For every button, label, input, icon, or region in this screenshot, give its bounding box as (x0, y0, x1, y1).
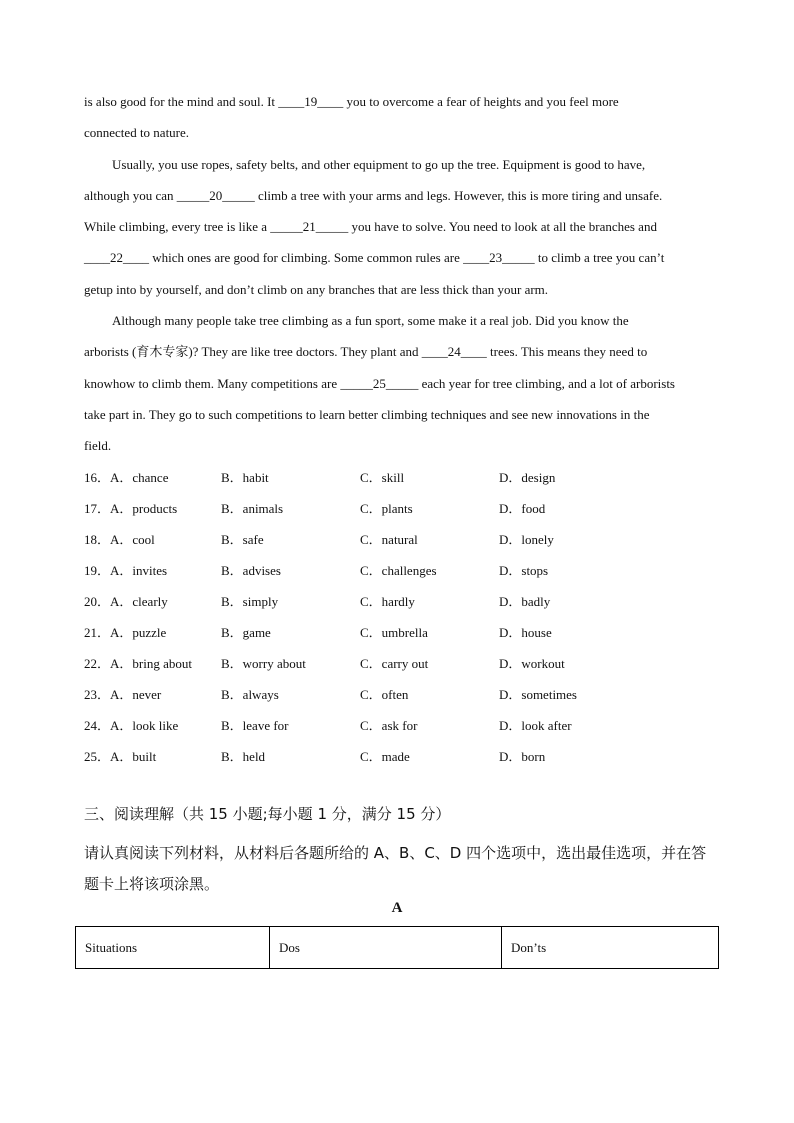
option-d[interactable]: D．stops (499, 563, 549, 578)
option-a-text: look like (132, 718, 179, 733)
section-heading: 三、阅读理解（共 15 小题;每小题 1 分，满分 15 分） (84, 805, 451, 823)
option-a[interactable] (84, 586, 168, 617)
option-c[interactable]: C．ask for (360, 718, 418, 733)
option-a-text: invites (132, 563, 168, 578)
question-number: 17．A． (84, 501, 133, 516)
option-a-text: bring about (132, 656, 192, 671)
answer-options (84, 462, 724, 772)
passage-line-text: although you can _____20_____ climb a tree with your arms and legs. However, this is more tiring and unsafe. (84, 187, 663, 203)
passage-line (84, 86, 712, 117)
passage-line-text: While climbing, every tree is like a _____21_____ you have to solve. You need to look at all the branches and (84, 219, 657, 235)
option-c[interactable]: C．often (360, 687, 409, 702)
option-b[interactable]: B．safe (221, 532, 264, 547)
option-b[interactable]: B．advises (221, 563, 281, 578)
passage-line (84, 305, 712, 336)
question-row-16 (84, 462, 724, 493)
option-a-text: chance (132, 470, 169, 485)
question-row-23 (84, 679, 724, 710)
question-row-22 (84, 648, 724, 679)
question-number: 24．A． (84, 718, 133, 733)
option-d[interactable]: D．house (499, 625, 552, 640)
option-a[interactable] (84, 710, 178, 741)
option-b[interactable]: B．animals (221, 501, 284, 516)
option-d[interactable]: D．born (499, 749, 546, 764)
option-d[interactable]: D．lonely (499, 532, 554, 547)
question-row-24 (84, 710, 724, 741)
option-d[interactable]: D．look after (499, 718, 572, 733)
question-number: 19．A． (84, 563, 133, 578)
passage-line-text: arborists (育木专家)? They are like tree doctors. They plant and ____24____ trees. This means they need to (84, 344, 648, 360)
option-d[interactable]: D．workout (499, 656, 565, 671)
question-row-25 (84, 741, 724, 772)
option-d[interactable]: D．sometimes (499, 687, 577, 702)
option-d[interactable]: D．badly (499, 594, 551, 609)
passage-line (84, 149, 712, 180)
option-b[interactable]: B．leave for (221, 718, 289, 733)
question-number: 21．A． (84, 625, 133, 640)
passage-line (84, 211, 712, 242)
part-label: A (391, 900, 403, 916)
option-c[interactable]: C．skill (360, 470, 405, 485)
option-a[interactable] (84, 462, 168, 493)
option-a[interactable] (84, 493, 177, 524)
option-c[interactable]: C．hardly (360, 594, 415, 609)
option-a[interactable] (84, 679, 161, 710)
question-number: 20．A． (84, 594, 133, 609)
passage-line-text: getup into by yourself, and don’t climb on any branches that are less thick than your arm. (84, 281, 549, 297)
option-c[interactable]: C．plants (360, 501, 413, 516)
passage-line-text: field. (84, 438, 112, 454)
option-c[interactable]: C．natural (360, 532, 418, 547)
option-d[interactable]: D．food (499, 501, 546, 516)
question-row-21 (84, 617, 724, 648)
question-row-20 (84, 586, 724, 617)
passage-line-text: take part in. They go to such competitions to learn better climbing techniques and see new innovations in the (84, 406, 650, 422)
cloze-passage (84, 86, 712, 462)
question-number: 25．A． (84, 749, 133, 764)
passage-line (84, 242, 712, 273)
option-c[interactable]: C．made (360, 749, 410, 764)
option-a[interactable] (84, 617, 166, 648)
section-instruction: 请认真阅读下列材料，从材料后各题所给的 A、B、C、D 四个选项中，选出最佳选项，并在答 题卡上将该项涂黑。 (84, 844, 707, 893)
option-a-text: never (132, 687, 162, 702)
question-number: 16．A． (84, 470, 133, 485)
table-header-cell: Situations (76, 927, 270, 969)
option-c[interactable]: C．umbrella (360, 625, 428, 640)
option-c[interactable]: C．carry out (360, 656, 429, 671)
question-number: 18．A． (84, 532, 133, 547)
table-header-cell: Don’ts (502, 927, 719, 969)
option-b[interactable]: B．simply (221, 594, 279, 609)
passage-line (84, 274, 712, 305)
passage-line (84, 117, 712, 148)
option-a-text: cool (132, 532, 155, 547)
option-a[interactable] (84, 648, 192, 679)
passage-line-text: ____22____ which ones are good for climbing. Some common rules are ____23_____ to climb a tree you can’t (84, 250, 665, 266)
option-b[interactable]: B．habit (221, 470, 269, 485)
option-a-text: products (132, 501, 178, 516)
table-header-row (76, 927, 719, 969)
option-a-text: puzzle (132, 625, 167, 640)
question-number: 22．A． (84, 656, 133, 671)
passage-line (84, 336, 712, 367)
question-row-17 (84, 493, 724, 524)
option-a[interactable] (84, 741, 156, 772)
option-a[interactable] (84, 524, 155, 555)
passage-line (84, 399, 712, 430)
passage-line-text: Although many people take tree climbing as a fun sport, some make it a real job. Did you know the (112, 313, 629, 329)
option-b[interactable]: B．game (221, 625, 271, 640)
question-row-18 (84, 524, 724, 555)
passage-line (84, 430, 712, 461)
question-number: 23．A． (84, 687, 133, 702)
passage-line-text: Usually, you use ropes, safety belts, and other equipment to go up the tree. Equipment is good to have, (112, 156, 646, 172)
passage-line-text: is also good for the mind and soul. It ____19____ you to overcome a fear of heights and you feel more (84, 94, 619, 109)
passage-line (84, 368, 712, 399)
option-b[interactable]: B．always (221, 687, 279, 702)
option-a-text: built (132, 749, 157, 764)
option-a-text: clearly (132, 594, 168, 609)
question-row-19 (84, 555, 724, 586)
situations-table (75, 926, 719, 969)
option-b[interactable]: B．worry about (221, 656, 306, 671)
option-b[interactable]: B．held (221, 749, 266, 764)
option-d[interactable]: D．design (499, 470, 556, 485)
passage-line-text: knowhow to climb them. Many competitions are _____25_____ each year for tree climbing, and a lot of arborists (84, 375, 675, 391)
option-a[interactable] (84, 555, 167, 586)
passage-line-text: connected to nature. (84, 125, 190, 141)
table-header-cell: Dos (270, 927, 502, 969)
option-c[interactable]: C．challenges (360, 563, 437, 578)
passage-line (84, 180, 712, 211)
